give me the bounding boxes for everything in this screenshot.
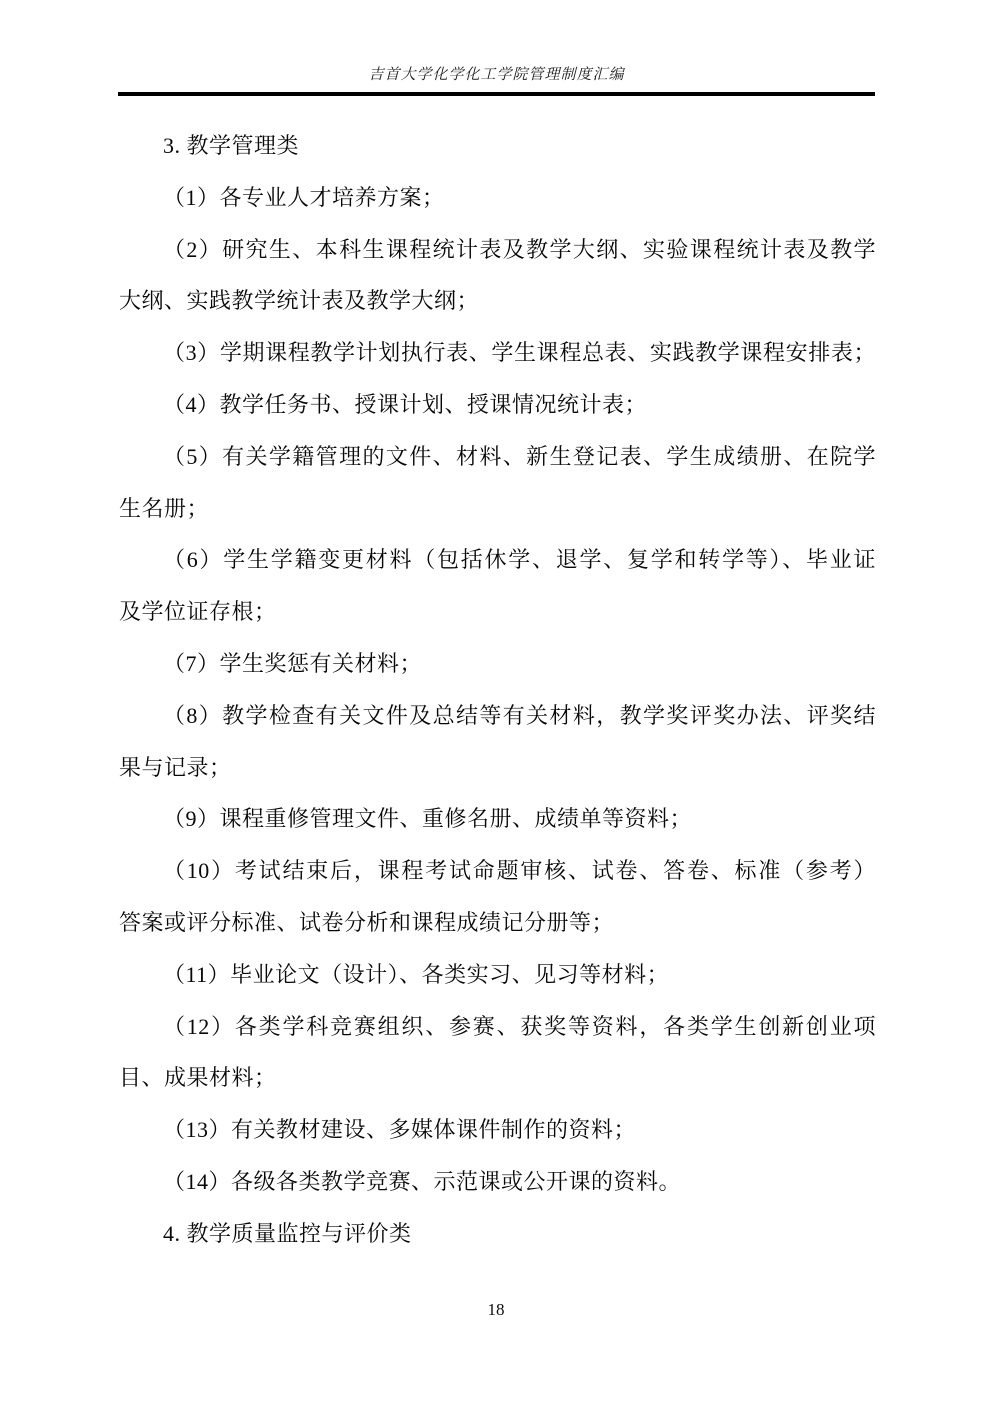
page-number: 18 (487, 1300, 505, 1319)
list-item-5-line-1: （5）有关学籍管理的文件、材料、新生登记表、学生成绩册、在院学 (163, 443, 876, 469)
list-item-3: （3）学期课程教学计划执行表、学生课程总表、实践教学课程安排表； (163, 340, 876, 366)
list-item-5-line-2: 生名册； (119, 495, 210, 521)
list-item-2-line-1: （2）研究生、本科生课程统计表及教学大纲、实验课程统计表及教学 (163, 236, 876, 262)
section-heading-4: 4. 教学质量监控与评价类 (163, 1220, 412, 1246)
page-header-title: 吉首大学化学化工学院管理制度汇编 (368, 67, 625, 83)
list-item-12-line-1: （12）各类学科竞赛组织、参赛、获奖等资料，各类学生创新创业项 (163, 1013, 876, 1039)
list-item-7: （7）学生奖惩有关材料； (163, 650, 423, 676)
list-item-2-line-2: 大纲、实践教学统计表及教学大纲； (119, 288, 480, 314)
section-heading-3: 3. 教学管理类 (163, 133, 300, 158)
list-item-8-line-1: （8）教学检查有关文件及总结等有关材料，教学奖评奖办法、评奖结 (163, 702, 876, 728)
list-item-6-line-1: （6）学生学籍变更材料（包括休学、退学、复学和转学等）、毕业证 (163, 547, 876, 573)
header-divider-rule (118, 92, 875, 96)
list-item-1: （1）各专业人才培养方案； (163, 184, 445, 210)
list-item-12-line-2: 目、成果材料； (119, 1065, 277, 1091)
list-item-4: （4）教学任务书、授课计划、授课情况统计表； (163, 391, 648, 417)
list-item-14: （14）各级各类教学竞赛、示范课或公开课的资料。 (163, 1168, 682, 1194)
list-item-13: （13）有关教材建设、多媒体课件制作的资料； (163, 1117, 637, 1143)
list-item-10-line-1: （10）考试结束后，课程考试命题审核、试卷、答卷、标准（参考） (163, 858, 876, 884)
list-item-9: （9）课程重修管理文件、重修名册、成绩单等资料； (163, 806, 693, 832)
list-item-11: （11）毕业论文（设计）、各类实习、见习等材料； (163, 961, 670, 987)
list-item-8-line-2: 果与记录； (119, 754, 232, 780)
list-item-6-line-2: 及学位证存根； (119, 599, 277, 625)
document-body (119, 120, 876, 1260)
list-item-10-line-2: 答案或评分标准、试卷分析和课程成绩记分册等； (119, 909, 615, 935)
